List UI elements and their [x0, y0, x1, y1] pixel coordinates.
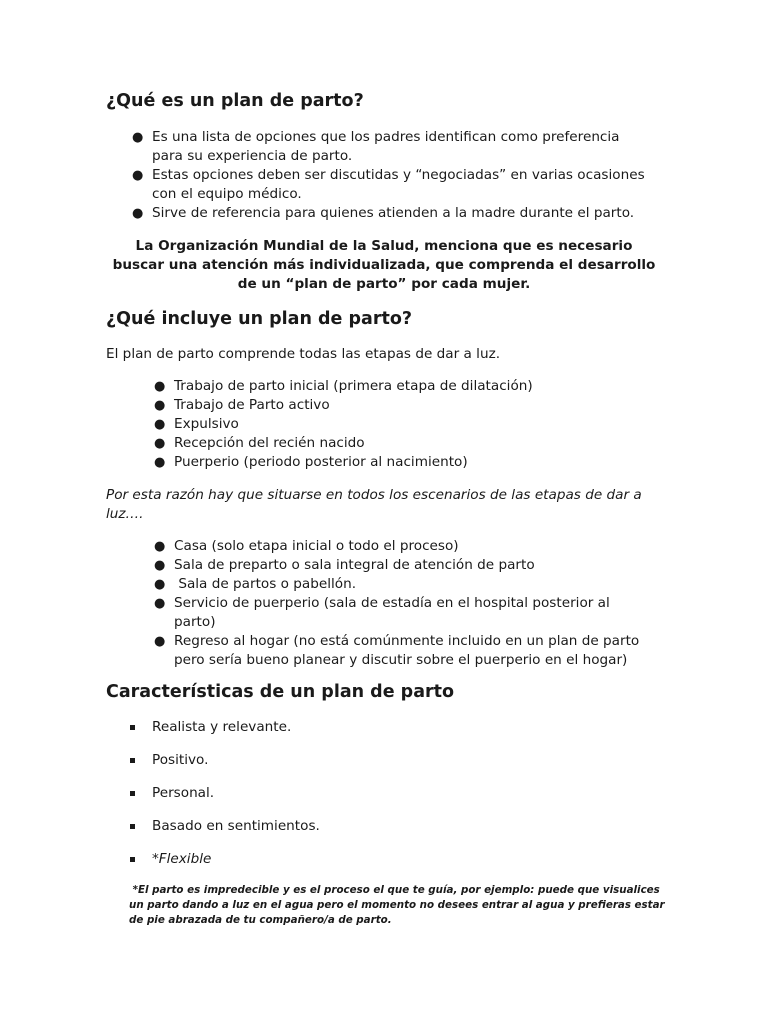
bullet-dot-icon: ●	[154, 455, 166, 470]
section-heading-caracteristicas: Características de un plan de parto	[106, 682, 455, 702]
bullet-dot-icon: ●	[132, 168, 144, 183]
list-item: Realista y relevante.	[152, 718, 652, 737]
list-item: ● Casa (solo etapa inicial o todo el proceso)	[154, 538, 459, 554]
bullet-square-icon	[130, 824, 135, 829]
stages-list	[154, 377, 674, 472]
list-item: ● Puerperio (periodo posterior al nacimiento)	[154, 454, 468, 470]
bullet-dot-icon: ●	[154, 398, 166, 413]
list-item: ● Expulsivo	[154, 416, 239, 432]
list-item: Positivo.	[152, 751, 652, 770]
bullet-square-icon	[130, 857, 135, 862]
bullet-dot-icon: ●	[154, 558, 166, 573]
features-list	[152, 718, 652, 869]
list-item: ● Sirve de referencia para quienes atienden a la madre durante el parto.	[132, 205, 635, 221]
bullet-dot-icon: ●	[132, 130, 144, 145]
bullet-dot-icon: ●	[154, 379, 166, 394]
bullet-dot-icon: ●	[132, 206, 144, 221]
list-item: ● Es una lista de opciones que los padres identifican como preferencia para su experiencia de parto.	[132, 129, 620, 164]
who-quote: La Organización Mundial de la Salud, menciona que es necesario buscar una atención más individualizada, que comprenda el desarrollo de un “plan de parto” por cada mujer.	[112, 238, 656, 292]
list-item: Basado en sentimientos.	[152, 817, 652, 836]
stages-intro: El plan de parto comprende todas las etapas de dar a luz.	[106, 346, 501, 362]
scenarios-list	[154, 537, 674, 670]
list-item: ● Servicio de puerperio (sala de estadía en el hospital posterior al parto)	[154, 595, 610, 630]
list-item: ● Regreso al hogar (no está comúnmente incluido en un plan de parto pero sería bueno planear y discutir sobre el puerperio en el hogar)	[154, 633, 640, 668]
bullet-dot-icon: ●	[154, 634, 166, 649]
list-item: ● Recepción del recién nacido	[154, 435, 365, 451]
bullet-dot-icon: ●	[154, 436, 166, 451]
list-item: ● Sala de partos o pabellón.	[154, 576, 357, 592]
footnote: *El parto es impredecible y es el proceso el que te guía, por ejemplo: puede que visualices un parto dando a luz en el agua pero el momento no desees entrar al agua y prefieras estar de pie abrazada de tu compañero/a de parto.	[129, 884, 665, 926]
list-item: *Flexible	[152, 850, 652, 869]
bullet-dot-icon: ●	[154, 539, 166, 554]
bullet-square-icon	[130, 725, 135, 730]
list-item: ● Estas opciones deben ser discutidas y “negociadas” en varias ocasiones con el equipo médico.	[132, 167, 645, 202]
section-heading-que-incluye: ¿Qué incluye un plan de parto?	[106, 309, 412, 329]
bullet-dot-icon: ●	[154, 417, 166, 432]
bullet-dot-icon: ●	[154, 577, 166, 592]
scenarios-intro: Por esta razón hay que situarse en todos los escenarios de las etapas de dar a luz….	[106, 487, 642, 522]
definition-list	[132, 128, 672, 223]
list-item: ● Trabajo de Parto activo	[154, 397, 330, 413]
list-item: ● Sala de preparto o sala integral de atención de parto	[154, 557, 535, 573]
list-item: Personal.	[152, 784, 652, 803]
bullet-square-icon	[130, 791, 135, 796]
section-heading-que-es: ¿Qué es un plan de parto?	[106, 91, 364, 111]
bullet-square-icon	[130, 758, 135, 763]
bullet-dot-icon: ●	[154, 596, 166, 611]
list-item: ● Trabajo de parto inicial (primera etapa de dilatación)	[154, 378, 533, 394]
